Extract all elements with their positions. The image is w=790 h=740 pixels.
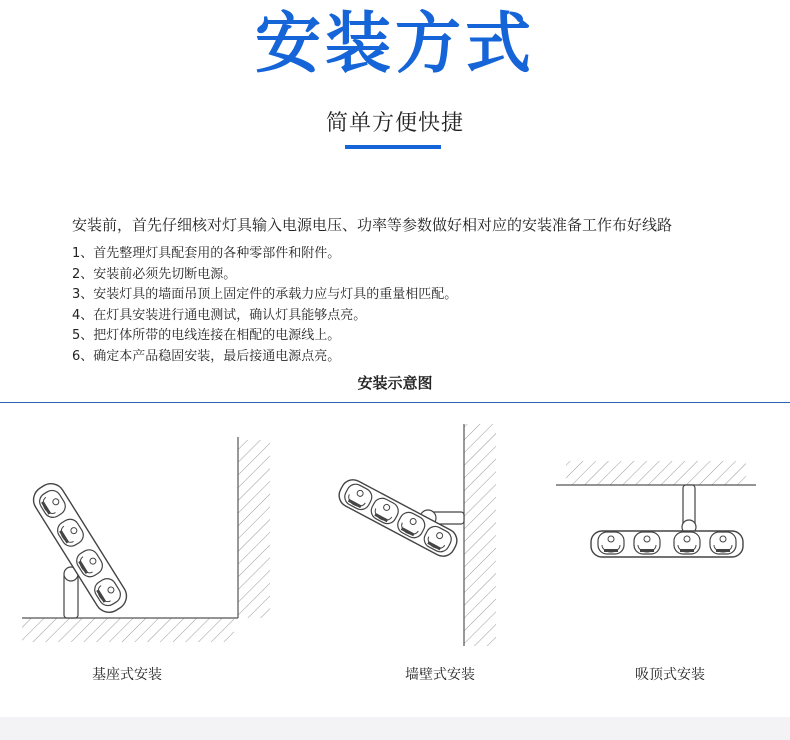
step-item: 2、安装前必须先切断电源。: [72, 266, 237, 282]
step-item: 3、安装灯具的墙面吊顶上固定件的承载力应与灯具的重量相匹配。: [72, 287, 458, 302]
diagram-section-title: 安装示意图: [357, 374, 433, 392]
step-item: 6、确定本产品稳固安装，最后接通电源点亮。: [72, 348, 341, 364]
caption-base-mount: 基座式安装: [92, 667, 162, 683]
caption-ceiling-mount: 吸顶式安装: [635, 667, 705, 683]
intro-text: 安装前，首先仔细核对灯具输入电源电压、功率等参数做好相对应的安装准备工作布好线路: [72, 216, 673, 234]
step-item: 5、把灯体所带的电线连接在相配的电源线上。: [72, 328, 341, 343]
base-mount-diagram: [22, 437, 270, 642]
page-subtitle: 简单方便快捷: [325, 111, 464, 136]
page-title: 安装方式: [255, 5, 535, 82]
step-item: 4、在灯具安装进行通电测试，确认灯具能够点亮。: [72, 307, 367, 323]
footer-band: [0, 717, 790, 740]
title-underline: [345, 145, 441, 149]
install-steps: [72, 244, 457, 367]
caption-wall-mount: 墙壁式安装: [405, 667, 475, 683]
wall-mount-diagram: [335, 424, 496, 646]
step-item: 1、首先整理灯具配套用的各种零部件和附件。: [72, 246, 341, 261]
ceiling-mount-diagram: [556, 461, 756, 557]
